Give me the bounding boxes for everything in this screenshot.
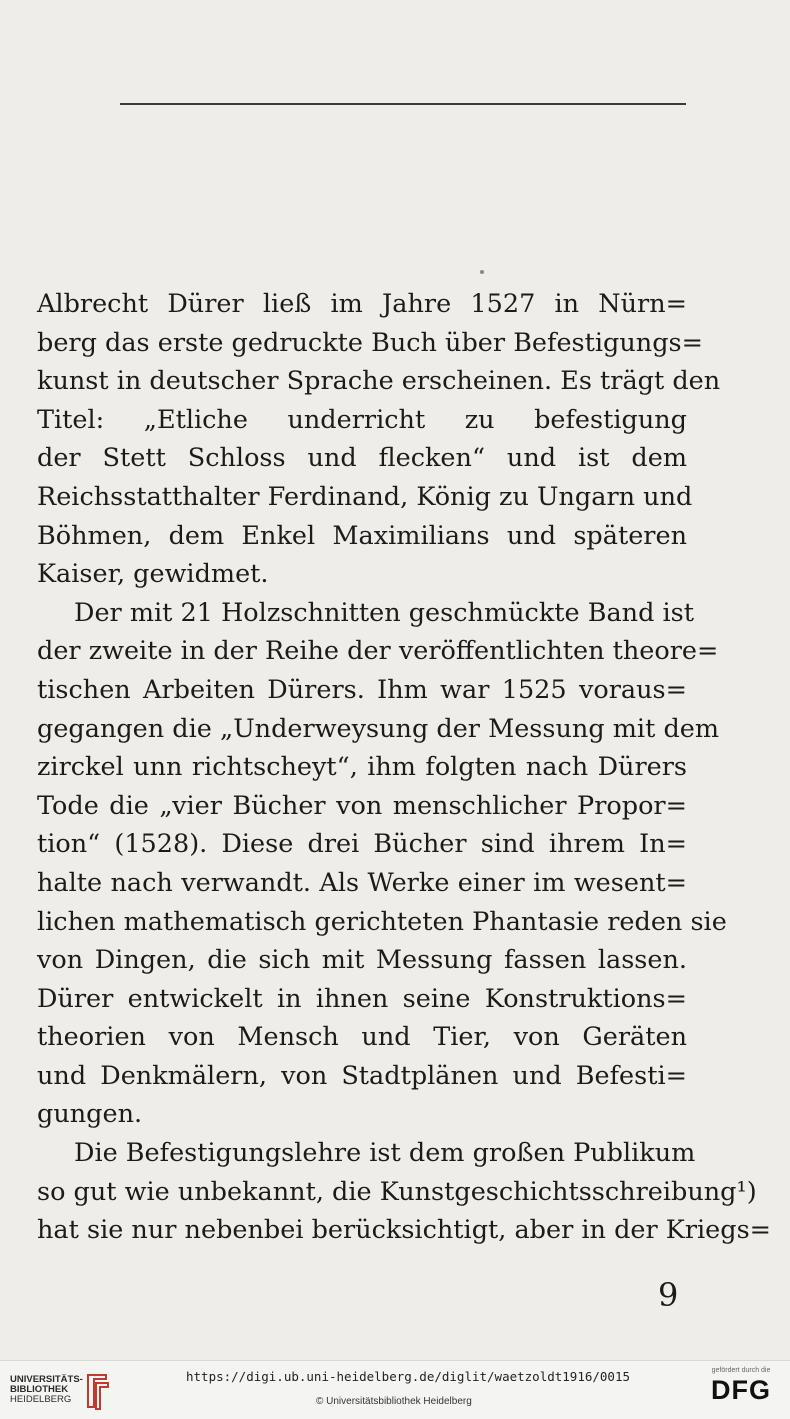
text-line: hat sie nur nebenbei berücksichtigt, aber in der Kriegs= [37, 1215, 772, 1246]
text-line: tischen Arbeiten Dürers. Ihm war 1525 voraus= [37, 674, 687, 705]
library-logo[interactable] [10, 1375, 83, 1405]
text-line: Reichsstatthalter Ferdinand, König zu Ungarn und [37, 481, 693, 512]
viewer-footer [0, 1360, 790, 1419]
text-line: und Denkmälern, von Stadtplänen und Befesti= [37, 1060, 687, 1091]
library-name-line: HEIDELBERG [10, 1394, 72, 1405]
text-line: Böhmen, dem Enkel Maximilians und späteren [37, 520, 687, 551]
text-line: der zweite in der Reihe der veröffentlichten theore= [37, 636, 719, 667]
text-line: der Stett Schloss und flecken“ und ist dem [37, 443, 687, 474]
library-name [10, 1375, 83, 1405]
text-line: Tode die „vier Bücher von menschlicher Propor= [37, 790, 687, 821]
text-line: gungen. [37, 1099, 143, 1130]
text-line: berg das erste gedruckte Buch über Befestigungs= [37, 327, 703, 358]
body-text [37, 285, 772, 1250]
text-line: halte nach verwandt. Als Werke einer im wesent= [37, 867, 687, 898]
library-name-line: UNIVERSITÄTS- [10, 1374, 83, 1385]
text-line: theorien von Mensch und Tier, von Geräten [37, 1022, 687, 1053]
funder-note: gefördert durch die [711, 1367, 771, 1374]
text-line: Die Befestigungslehre ist dem großen Publikum [74, 1138, 696, 1169]
text-line: gegangen die „Underweysung der Messung mit dem [37, 713, 720, 744]
text-line: Der mit 21 Holzschnitten geschmückte Band ist [74, 597, 695, 628]
header-rule [120, 103, 686, 105]
page-number-text: 9 [658, 1276, 679, 1314]
permalink-url[interactable]: https://digi.ub.uni-heidelberg.de/diglit/waetzoldt1916/0015 [186, 1369, 631, 1384]
text-line: lichen mathematisch gerichteten Phantasie reden sie [37, 906, 727, 937]
text-line: so gut wie unbekannt, die Kunstgeschichtsschreibung¹) [37, 1176, 757, 1207]
page-number [658, 1276, 678, 1314]
paper-speck [480, 270, 484, 274]
paragraph-3 [37, 1134, 772, 1250]
text-line: Albrecht Dürer ließ im Jahre 1527 in Nürn= [37, 289, 687, 319]
copyright-notice: © Universitätsbibliothek Heidelberg [316, 1396, 472, 1407]
library-logo-icon [82, 1371, 112, 1411]
text-line: Kaiser, gewidmet. [37, 559, 269, 590]
funder-logo[interactable] [702, 1367, 780, 1406]
text-line: von Dingen, die sich mit Messung fassen lassen. [37, 945, 687, 976]
text-line: tion“ (1528). Diese drei Bücher sind ihrem In= [37, 829, 687, 860]
paragraph-2 [37, 594, 727, 1134]
text-line: Dürer entwickelt in ihnen seine Konstruktions= [37, 983, 687, 1014]
text-line: Titel: „Etliche underricht zu befestigung [37, 404, 687, 435]
text-line: kunst in deutscher Sprache erscheinen. Es trägt den [37, 366, 721, 397]
paragraph-1 [37, 285, 721, 594]
text-line: zirckel unn richtscheyt“, ihm folgten nach Dürers [37, 752, 687, 783]
dfg-logo-text: DFG [711, 1375, 771, 1405]
library-name-line: BIBLIOTHEK [10, 1384, 69, 1395]
